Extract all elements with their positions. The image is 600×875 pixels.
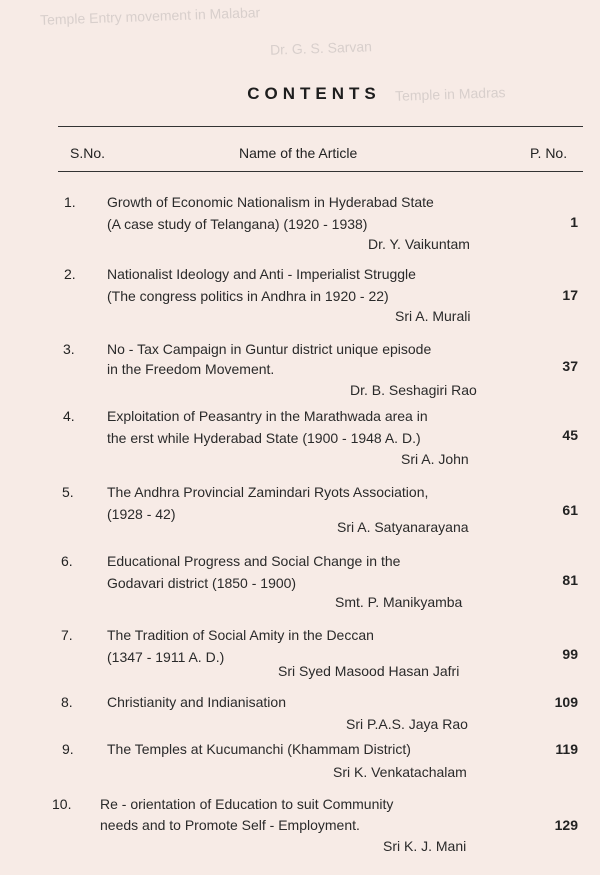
entry-page-number: 109 xyxy=(554,694,578,710)
entry-title-line: The Temples at Kucumanchi (Khammam District) xyxy=(107,741,411,757)
entry-title-line: Nationalist Ideology and Anti - Imperialist Struggle xyxy=(107,266,416,282)
entry-number: 9. xyxy=(62,741,74,757)
entry-page-number: 45 xyxy=(562,427,578,443)
entry-title-line: (The congress politics in Andhra in 1920 - 22) xyxy=(107,288,389,304)
header-page-no: P. No. xyxy=(530,145,568,161)
entry-number: 4. xyxy=(63,408,75,424)
entry-page-number: 1 xyxy=(570,214,578,230)
entry-title-line: (1928 - 42) xyxy=(107,506,176,522)
entry-author: Sri K. Venkatachalam xyxy=(333,764,467,780)
entry-title-line: (A case study of Telangana) (1920 - 1938) xyxy=(107,216,368,232)
entry-author: Sri P.A.S. Jaya Rao xyxy=(346,716,468,732)
header-divider xyxy=(58,171,583,172)
entry-number: 8. xyxy=(61,694,73,710)
entry-title-line: (1347 - 1911 A. D.) xyxy=(107,649,225,665)
entry-title-line: needs and to Promote Self - Employment. xyxy=(100,817,360,833)
entry-page-number: 119 xyxy=(555,741,578,757)
entry-title-line: Godavari district (1850 - 1900) xyxy=(107,575,297,591)
entry-number: 2. xyxy=(64,266,76,282)
header-sno: S.No. xyxy=(70,145,106,161)
entry-page-number: 61 xyxy=(562,502,578,518)
bleed-through-text: Temple Entry movement in Malabar xyxy=(39,4,261,28)
entry-author: Sri A. Satyanarayana xyxy=(337,519,469,535)
header-article-name: Name of the Article xyxy=(239,145,358,161)
entry-title-line: Growth of Economic Nationalism in Hyderabad State xyxy=(107,194,434,210)
entry-author: Dr. B. Seshagiri Rao xyxy=(350,382,477,398)
entry-page-number: 99 xyxy=(562,646,578,662)
bleed-through-text: Dr. G. S. Sarvan xyxy=(269,38,373,58)
entry-number: 10. xyxy=(52,796,72,812)
entry-author: Smt. P. Manikyamba xyxy=(335,594,463,610)
entry-page-number: 81 xyxy=(562,572,578,588)
entry-title-line: Educational Progress and Social Change in the xyxy=(107,553,401,569)
entry-number: 7. xyxy=(61,627,73,643)
entry-title-line: the erst while Hyderabad State (1900 - 1948 A. D.) xyxy=(107,430,421,446)
entry-page-number: 129 xyxy=(554,817,578,833)
entry-title-line: Re - orientation of Education to suit Community xyxy=(100,796,394,812)
entry-author: Dr. Y. Vaikuntam xyxy=(368,236,470,252)
entry-author: Sri A. John xyxy=(401,451,469,467)
entry-author: Sri A. Murali xyxy=(395,308,471,324)
entry-title-line: The Tradition of Social Amity in the Deccan xyxy=(107,627,374,643)
top-divider xyxy=(58,126,583,127)
entry-title-line: Christianity and Indianisation xyxy=(107,694,286,710)
entry-title-line: The Andhra Provincial Zamindari Ryots Association, xyxy=(107,484,429,500)
entry-number: 5. xyxy=(62,484,74,500)
entry-page-number: 17 xyxy=(562,287,578,303)
entry-number: 3. xyxy=(63,341,75,357)
entry-author: Sri Syed Masood Hasan Jafri xyxy=(278,663,460,679)
page-title: CONTENTS xyxy=(247,84,381,103)
bleed-through-text: Temple in Madras xyxy=(394,84,506,104)
entry-number: 6. xyxy=(61,553,73,569)
entry-author: Sri K. J. Mani xyxy=(383,838,467,854)
entry-title-line: No - Tax Campaign in Guntur district unique episode xyxy=(107,341,432,357)
entry-number: 1. xyxy=(64,194,76,210)
entry-title-line: in the Freedom Movement. xyxy=(107,361,275,377)
entry-page-number: 37 xyxy=(562,358,578,374)
entry-title-line: Exploitation of Peasantry in the Marathwada area in xyxy=(107,408,428,424)
